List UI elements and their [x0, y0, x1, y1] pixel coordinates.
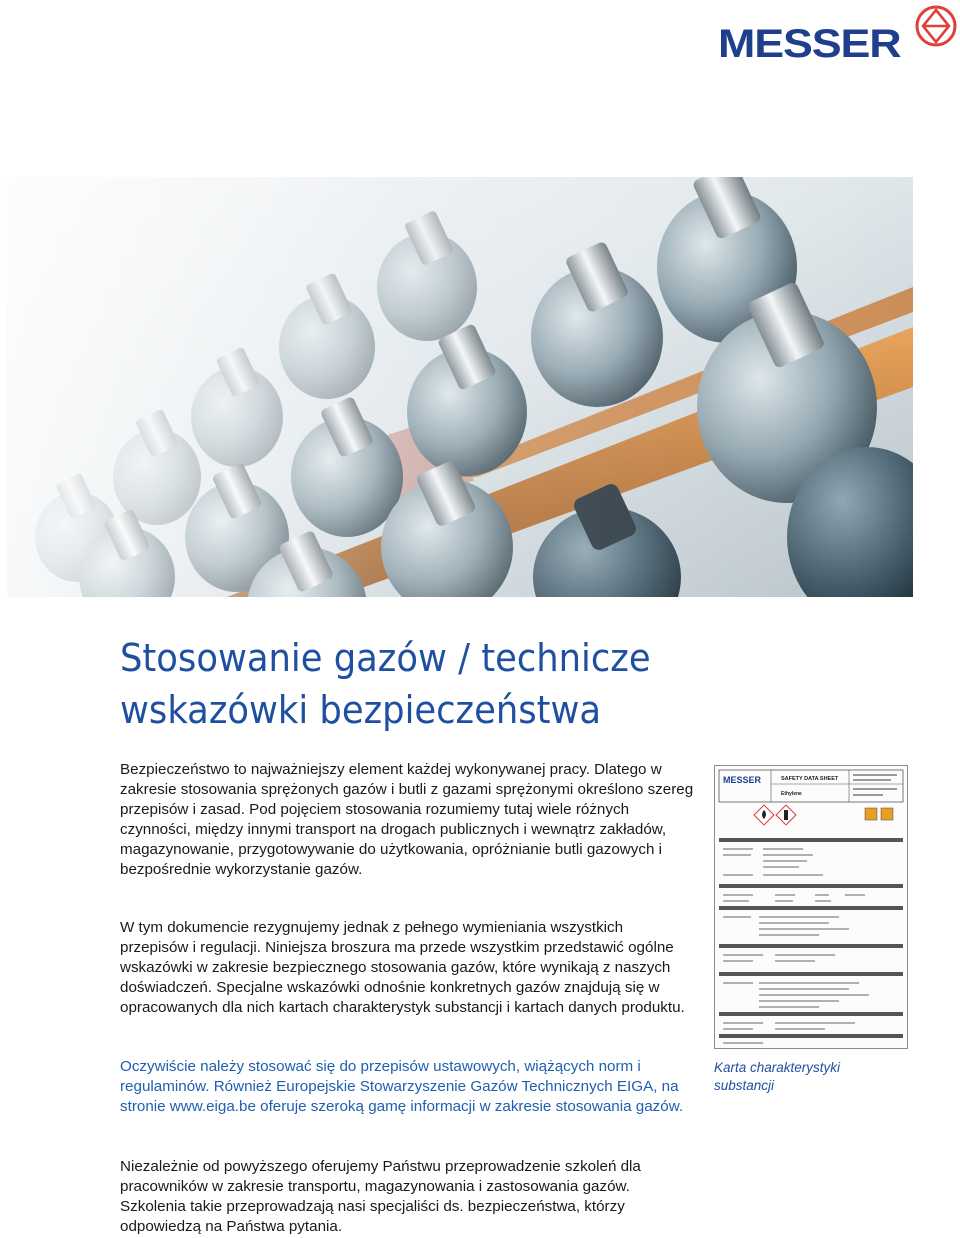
page-title-line2: wskazówki bezpieczeństwa — [120, 688, 602, 732]
page-title — [120, 632, 697, 736]
sds-heading: SAFETY DATA SHEET — [781, 776, 839, 782]
training-paragraph: Niezależnie od powyższego oferujemy Państwu przeprowadzenie szkoleń dla pracowników w zakresie transportu, magazynowania i zastosowania gazów. Szkolenia takie przeprowadzają nasi specjaliści ds. bezpieczeństwa, którzy odpowiedzą na Państwa pytania. — [120, 1158, 641, 1235]
gas-cylinders-photo — [7, 177, 913, 597]
sds-logo: MESSER — [723, 775, 762, 785]
scope-paragraph: W tym dokumencie rezygnujemy jednak z pełnego wymieniania wszystkich przepisów i regulacji. Niniejsza broszura ma przede wszystkim przedstawić ogólne wskazówki w zakresie bezpiecznego stosowania gazów, które wynikają z naszych doświadczeń. Specjalne wskazówki odnośnie konkretnych gazów znajdują się w opracowanych dla nich kartach charakterystyk substancji i kartach danych produktu. — [120, 919, 685, 1016]
messer-diamond-logo-icon — [914, 4, 958, 48]
logo-wordmark: MESSER — [718, 22, 901, 66]
sds-caption: Karta charakterystyki substancji — [714, 1060, 841, 1093]
gas-cylinder-hazard-icon — [776, 805, 796, 825]
messer-logo — [718, 4, 958, 66]
sds-product: Ethylene — [781, 791, 802, 797]
intro-paragraph: Bezpieczeństwo to najważniejszy element każdej wykonywanej pracy. Dlatego w zakresie stosowania sprężonych gazów i butli z gazami sprężonymi określono szereg przepisów i zasad. Pod pojęciem stosowania rozumiemy tutaj wiele różnych czynności, między innymi transport na drogach publicznych i wewnątrz zakładów, magazynowanie, przygotowywanie do użytkowania, opróżnianie butli gazowych i bezpośrednie wykorzystanie gazów. — [120, 761, 694, 878]
flammable-hazard-icon — [754, 805, 774, 825]
regulations-paragraph: Oczywiście należy stosować się do przepisów ustawowych, wiążących norm i regulaminów. Również Europejskie Stowarzyszenie Gazów Technicznych EIGA, na stronie www.eiga.be oferuje szeroką gamę informacji w zakresie stosowania gazów. — [120, 1058, 684, 1115]
safety-data-sheet-thumbnail — [714, 765, 908, 1049]
page-title-line1: Stosowanie gazów / technicze — [120, 636, 651, 680]
